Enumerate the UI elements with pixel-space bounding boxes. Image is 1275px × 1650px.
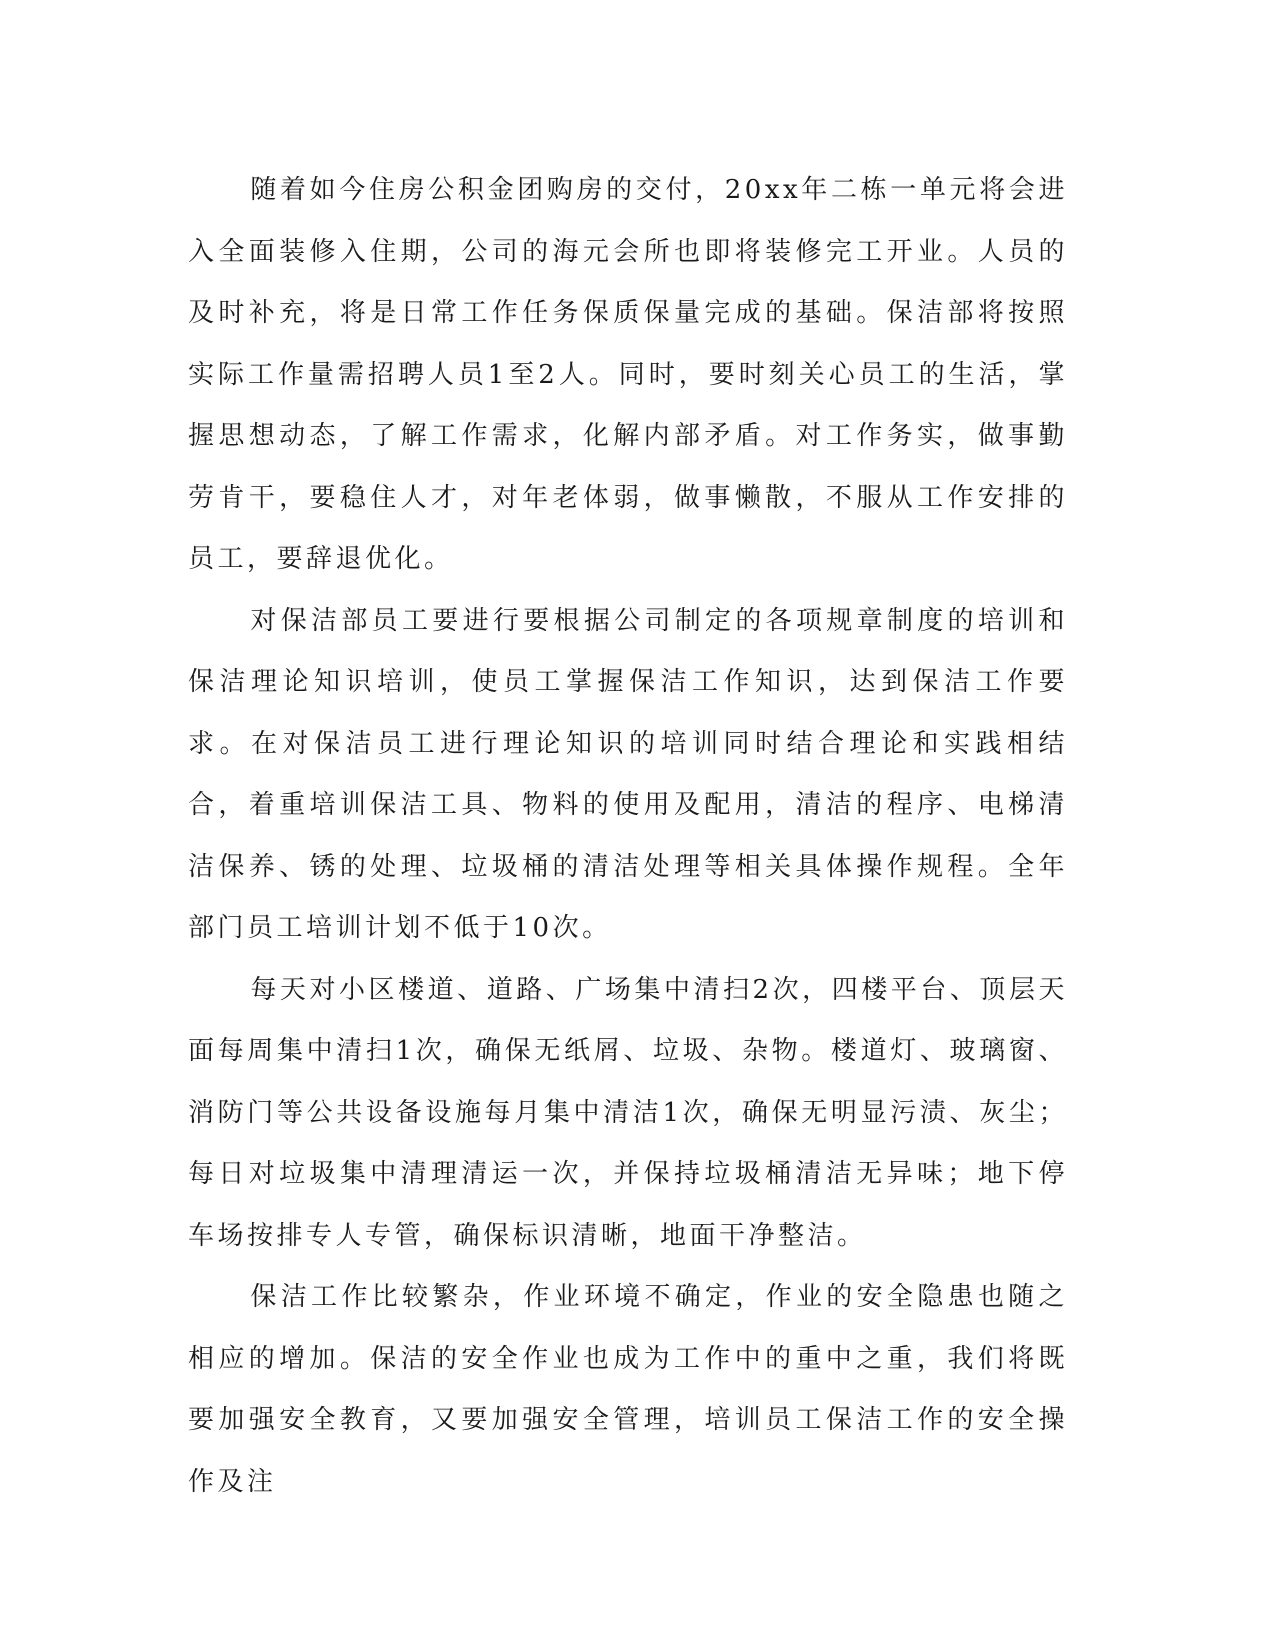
- paragraph-safety: 保洁工作比较繁杂，作业环境不确定，作业的安全隐患也随之相应的增加。保洁的安全作业也成为工作中的重中之重，我们将既要加强安全教育，又要加强安全管理，培训员工保洁工作的安全操作及注: [188, 1282, 1068, 1497]
- paragraph-staffing: 随着如今住房公积金团购房的交付，20xx年二栋一单元将会进入全面装修入住期，公司的海元会所也即将装修完工开业。人员的及时补充，将是日常工作任务保质保量完成的基础。保洁部将按照实际工作量需招聘人员1至2人。同时，要时刻关心员工的生活，掌握思想动态，了解工作需求，化解内部矛盾。对工作务实，做事勤劳肯干，要稳住人才，对年老体弱，做事懒散，不服从工作安排的员工，要辞退优化。: [188, 175, 1068, 574]
- paragraph-cleaning-schedule: 每天对小区楼道、道路、广场集中清扫2次，四楼平台、顶层天面每周集中清扫1次，确保无纸屑、垃圾、杂物。楼道灯、玻璃窗、消防门等公共设备设施每月集中清洁1次，确保无明显污渍、灰尘；每日对垃圾集中清理清运一次，并保持垃圾桶清洁无异味；地下停车场按排专人专管，确保标识清晰，地面干净整洁。: [188, 974, 1068, 1251]
- document-body: [188, 160, 1068, 1513]
- paragraph-training: 对保洁部员工要进行要根据公司制定的各项规章制度的培训和保洁理论知识培训，使员工掌握保洁工作知识，达到保洁工作要求。在对保洁员工进行理论知识的培训同时结合理论和实践相结合，着重培训保洁工具、物料的使用及配用，清洁的程序、电梯清洁保养、锈的处理、垃圾桶的清洁处理等相关具体操作规程。全年部门员工培训计划不低于10次。: [188, 605, 1068, 943]
